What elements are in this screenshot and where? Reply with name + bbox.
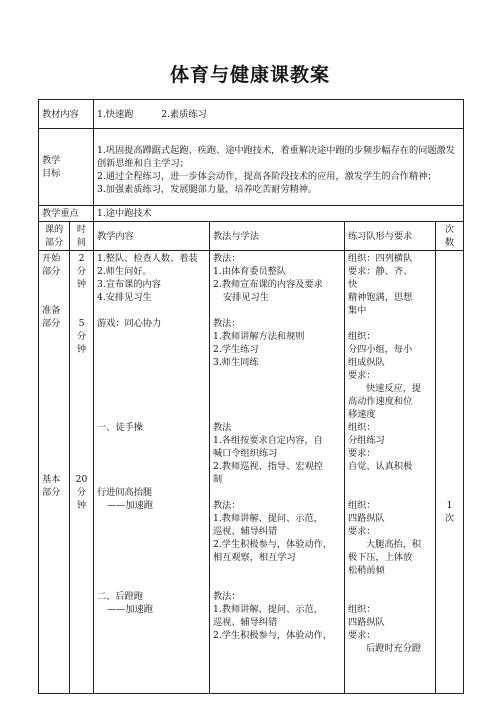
count-column: [436, 251, 464, 694]
content-ex3-1: 二、后蹬跑: [97, 591, 143, 602]
header-count-line-1: 次: [444, 224, 455, 235]
formation-ex1-2: 分组练习: [348, 435, 385, 446]
content-start-1: 1.整队、检查人数、着装: [97, 253, 198, 264]
formation-ex1-1: 组织：: [348, 422, 376, 433]
part-start-1: 开始: [42, 253, 61, 264]
part-prep-1: 准备: [42, 305, 61, 316]
formation-ex3-2: 四路纵队: [348, 617, 385, 628]
formation-column: [345, 251, 436, 694]
formation-prep-2: 分四小组，每小: [348, 344, 413, 355]
time-basic-unit-1: 分: [76, 487, 87, 498]
method-ex2-1: 教法：: [213, 500, 241, 511]
time-prep-unit-2: 钟: [76, 344, 87, 355]
part-start-2: 部分: [42, 266, 61, 277]
formation-start-1: 组织：四列横队: [348, 253, 413, 264]
formation-start-2: 要求：静、齐、: [348, 266, 413, 277]
formation-ex3-4: 后蹬时充分蹬: [366, 643, 422, 654]
lesson-body-row: [39, 251, 464, 694]
method-start-2: 1.由体育委员整队: [213, 266, 287, 277]
content-ex3-2: ——加速跑: [107, 604, 153, 615]
time-prep-unit-1: 分: [76, 331, 87, 342]
goal-1: 1.巩固提高蹲踞式起跑、疾跑、途中跑技术，着重解决途中跑的步频步幅存在的问题激发创新思维和自主学习；: [97, 144, 455, 169]
header-count: [436, 222, 464, 251]
goals-label: [39, 129, 94, 206]
method-ex2-4: 2.学生积极参与，体验动作，: [213, 539, 333, 550]
method-ex3-1: 教法：: [213, 591, 241, 602]
column-header-row: [39, 222, 464, 251]
method-ex2-5: 相互观察，相互学习: [213, 552, 296, 563]
content-prep: 游戏：同心协力: [97, 318, 162, 329]
count-basic-unit: 次: [444, 513, 455, 524]
method-ex1-1: 教法: [213, 422, 232, 433]
method-ex1-2: 1.各组按要求自定内容，自: [213, 435, 323, 446]
content-column: [94, 251, 210, 694]
formation-start-5: 集中: [348, 305, 367, 316]
header-content: 教学内容: [94, 222, 210, 251]
header-formation: 练习队形与要求: [345, 222, 436, 251]
content-ex1: 一、徒手操: [97, 422, 143, 433]
time-start-unit-1: 分: [76, 266, 87, 277]
formation-ex2-3: 要求：: [348, 526, 376, 537]
formation-ex2-2: 四路纵队: [348, 513, 385, 524]
formation-start-3: 快: [348, 279, 358, 290]
goals-label-line-1: 教学: [42, 155, 61, 166]
method-ex1-5: 制: [213, 474, 223, 485]
goals-row: [39, 129, 464, 206]
time-basic-num: 20: [75, 474, 88, 485]
method-ex3-4: 2.学生积极参与，体验动作，: [213, 630, 333, 641]
header-part-line-1: 课的: [44, 224, 64, 235]
materials-item-2: 2.素质练习: [161, 108, 207, 120]
part-column: [39, 251, 70, 694]
method-start-1: 教法：: [213, 253, 241, 264]
method-ex2-2: 1.教师讲解、提问、示范，: [213, 513, 323, 524]
lesson-plan-table: [38, 99, 464, 694]
count-basic-num: 1: [446, 500, 453, 511]
header-part: [39, 222, 70, 251]
goal-3: 3.加强素质练习，发展腿部力量，培养吃苦耐劳精神。: [97, 183, 318, 195]
method-prep-4: 3.师生同练: [213, 357, 259, 368]
content-start-3: 3.宣布课的内容: [97, 279, 161, 290]
formation-start-4: 精神饱满，思想: [348, 292, 413, 303]
page-title: 体育与健康课教案: [169, 64, 330, 86]
method-start-3: 2.教师宣布课的内容及要求: [213, 279, 323, 290]
formation-prep-3: 组成纵队: [348, 357, 385, 368]
method-prep-1: 教法：: [213, 318, 241, 329]
key-point-value: 1.途中跑技术: [94, 206, 464, 222]
formation-prep-6: 高动作速度和位: [348, 396, 413, 407]
part-basic-2: 部分: [42, 487, 61, 498]
goals-value: [94, 129, 464, 206]
part-prep-2: 部分: [42, 318, 61, 329]
formation-ex1-3: 要求：: [348, 448, 376, 459]
method-prep-3: 2.学生练习: [213, 344, 259, 355]
header-time: [70, 222, 94, 251]
header-time-line-1: 时: [76, 224, 87, 235]
formation-ex2-1: 组织：: [348, 500, 376, 511]
method-ex3-2: 1.教师讲解、提问、示范，: [213, 604, 323, 615]
materials-label: 教材内容: [39, 100, 94, 129]
time-basic-unit-2: 钟: [76, 500, 87, 511]
formation-prep-4: 要求：: [348, 370, 376, 381]
content-start-4: 4.安排见习生: [97, 292, 152, 303]
method-ex1-3: 喊口令组织练习: [213, 448, 278, 459]
part-basic-1: 基本: [42, 474, 61, 485]
method-ex3-3: 巡视、辅导纠错: [213, 617, 278, 628]
formation-ex2-4: 大腿高抬，积: [366, 539, 422, 550]
materials-value: [94, 100, 464, 129]
formation-ex2-5: 极下压，上体放: [348, 552, 413, 563]
formation-ex1-4: 自觉、认真积极: [348, 461, 413, 472]
header-method: 教法与学法: [210, 222, 345, 251]
content-ex2-2: ——加速跑: [107, 500, 153, 511]
header-count-line-2: 数: [444, 237, 455, 248]
formation-prep-1: 组织：: [348, 331, 376, 342]
header-part-line-2: 部分: [44, 237, 64, 248]
key-point-label: 教学重点: [39, 206, 94, 222]
formation-ex2-6: 松稍前倾: [348, 565, 385, 576]
method-ex2-3: 巡视、辅导纠错: [213, 526, 278, 537]
formation-ex3-1: 组织：: [348, 604, 376, 615]
goal-2: 2.通过全程练习，进一步体会动作，提高各阶段技术的应用，激发学生的合作精神；: [97, 170, 437, 182]
time-start-unit-2: 钟: [76, 279, 87, 290]
formation-prep-5: 快速反应，提: [366, 383, 422, 394]
method-prep-2: 1.教师讲解方法和规则: [213, 331, 305, 342]
formation-ex3-3: 要求：: [348, 630, 376, 641]
time-start-num: 2: [78, 253, 85, 264]
materials-item-1: 1.快速跑: [97, 108, 134, 120]
content-start-2: 2.师生问好。: [97, 266, 152, 277]
goals-label-line-2: 目标: [42, 168, 61, 179]
key-point-row: [39, 206, 464, 222]
time-column: [70, 251, 94, 694]
time-prep-num: 5: [78, 318, 85, 329]
formation-prep-7: 移速度: [348, 409, 376, 420]
method-start-4: 安排见习生: [223, 292, 269, 303]
method-ex1-4: 2.教师巡视、指导、宏观控: [213, 461, 323, 472]
method-column: [210, 251, 345, 694]
header-time-line-2: 间: [76, 237, 87, 248]
materials-row: [39, 100, 464, 129]
content-ex2-1: 行进间高抬腿: [97, 487, 153, 498]
